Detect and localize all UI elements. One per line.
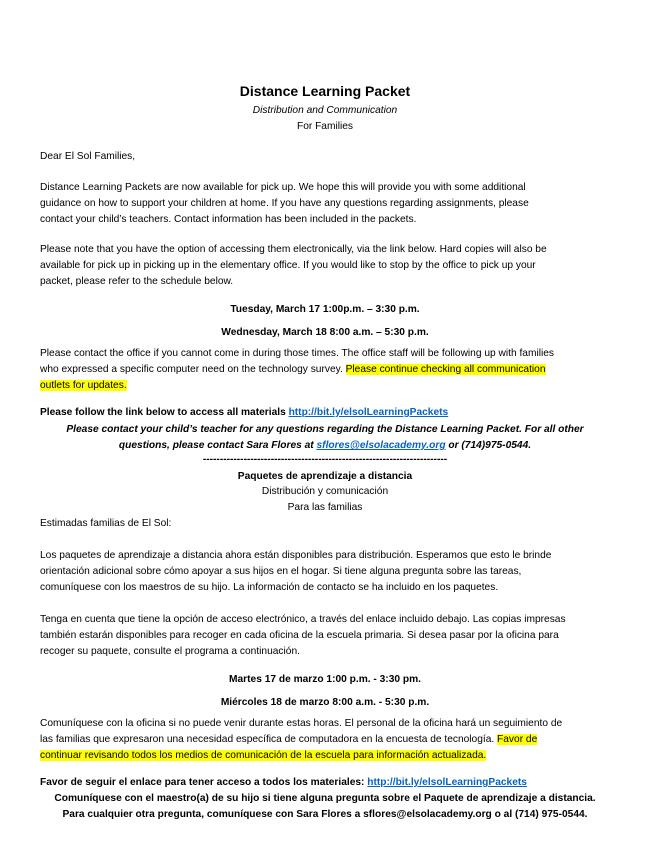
link-line	[40, 406, 448, 420]
packets-link[interactable]: http://bit.ly/elsolLearningPackets	[288, 407, 449, 418]
spanish-contact-line: Para cualquier otra pregunta, comuníquese con Sara Flores a sflores@elsolacademy.org o al (714) 975-0544.	[62, 809, 588, 820]
schedule-wednesday: Wednesday, March 18 8:00 a.m. – 5:30 p.m.	[221, 327, 429, 338]
spanish-subtitle: Distribución y comunicación	[261, 486, 389, 497]
paragraph-line	[40, 749, 486, 763]
highlighted-text: continuar revisando todos los medios de comunicación de la escuela para información actualizada.	[40, 750, 487, 761]
schedule-miercoles: Miércoles 18 de marzo 8:00 a.m. - 5:30 p.m.	[220, 697, 430, 708]
link-label: Please follow the link below to access all materials	[40, 407, 289, 418]
paragraph-line: Tenga en cuenta que tiene la opción de acceso electrónico, a través del enlace incluido debajo. Las copias impresas	[40, 614, 566, 625]
paragraph-line: Los paquetes de aprendizaje a distancia ahora están disponibles para distribución. Esperamos que esto le brinde	[40, 550, 552, 561]
text: las familias que expresaron una necesidad específica de computadora en la encuesta de tecnología.	[40, 734, 498, 745]
link-label: Favor de seguir el enlace para tener acceso a todos los materiales:	[40, 777, 368, 788]
schedule-tuesday: Tuesday, March 17 1:00p.m. – 3:30 p.m.	[230, 304, 420, 315]
spanish-greeting: Estimadas familias de El Sol:	[40, 518, 172, 529]
highlighted-text: Please continue checking all communication	[345, 364, 546, 375]
paragraph-line: guidance on how to support your children at home. If you have any questions regarding assignments, please	[40, 198, 529, 209]
paragraph-line: orientación adicional sobre cómo apoyar a sus hijos en el hogar. Si tiene alguna pregunta sobre las tareas,	[40, 566, 522, 577]
paragraph-line: comuníquese con los maestros de su hijo. La información de contacto se ha incluido en los paquetes.	[40, 582, 499, 593]
paragraph-line: contact your child’s teachers. Contact information has been included in the packets.	[40, 214, 417, 225]
paragraph-line	[40, 733, 537, 747]
paragraph-line	[40, 379, 127, 393]
contact-line: Please contact your child’s teacher for any questions regarding the Distance Learning Packet. For all other	[66, 424, 584, 435]
greeting: Dear El Sol Families,	[40, 151, 136, 162]
paragraph-line	[40, 363, 546, 377]
schedule-martes: Martes 17 de marzo 1:00 p.m. - 3:30 pm.	[229, 674, 421, 685]
spanish-contact-line: Comuníquese con el maestro(a) de su hijo si tiene alguna pregunta sobre el Paquete de aprendizaje a distancia.	[54, 793, 596, 804]
text: questions, please contact Sara Flores at	[118, 440, 317, 451]
text: who expressed a specific computer need on the technology survey.	[40, 364, 346, 375]
subtitle: Distribution and Communication	[252, 105, 398, 116]
highlighted-text: Favor de	[497, 734, 538, 745]
paragraph-line: available for pick up in picking up in the elementary office. If you would like to stop by the office to pick up your	[40, 260, 536, 271]
paragraph-line: Please contact the office if you cannot come in during those times. The office staff will be following up with families	[40, 348, 554, 359]
email-link[interactable]: sflores@elsolacademy.org	[316, 440, 446, 451]
paragraph-line: recoger su paquete, consulte el programa a continuación.	[40, 646, 300, 657]
paragraph-line: Distance Learning Packets are now available for pick up. We hope this will provide you with some additional	[40, 182, 526, 193]
highlighted-text: outlets for updates.	[40, 380, 127, 391]
packets-link-spanish[interactable]: http://bit.ly/elsolLearningPackets	[367, 777, 527, 788]
divider: ------------------------------------------------------------------------	[202, 454, 448, 465]
paragraph-line: Please note that you have the option of accessing them electronically, via the link below. Hard copies will also be	[40, 244, 547, 255]
paragraph-line: también estarán disponibles para recoger en cada oficina de la escuela primaria. Si desea pasar por la oficina para	[40, 630, 559, 641]
spanish-title: Paquetes de aprendizaje a distancia	[237, 471, 413, 482]
paragraph-line: Comuníquese con la oficina si no puede venir durante estas horas. El personal de la oficina hará un seguimiento de	[40, 718, 563, 729]
text: or (714)975-0544.	[445, 440, 532, 451]
audience: For Families	[296, 121, 354, 132]
page-title: Distance Learning Packet	[239, 83, 411, 99]
contact-line	[0, 439, 650, 453]
spanish-link-line	[40, 776, 527, 790]
spanish-audience: Para las familias	[287, 502, 363, 513]
paragraph-line: packet, please refer to the schedule below.	[40, 276, 234, 287]
